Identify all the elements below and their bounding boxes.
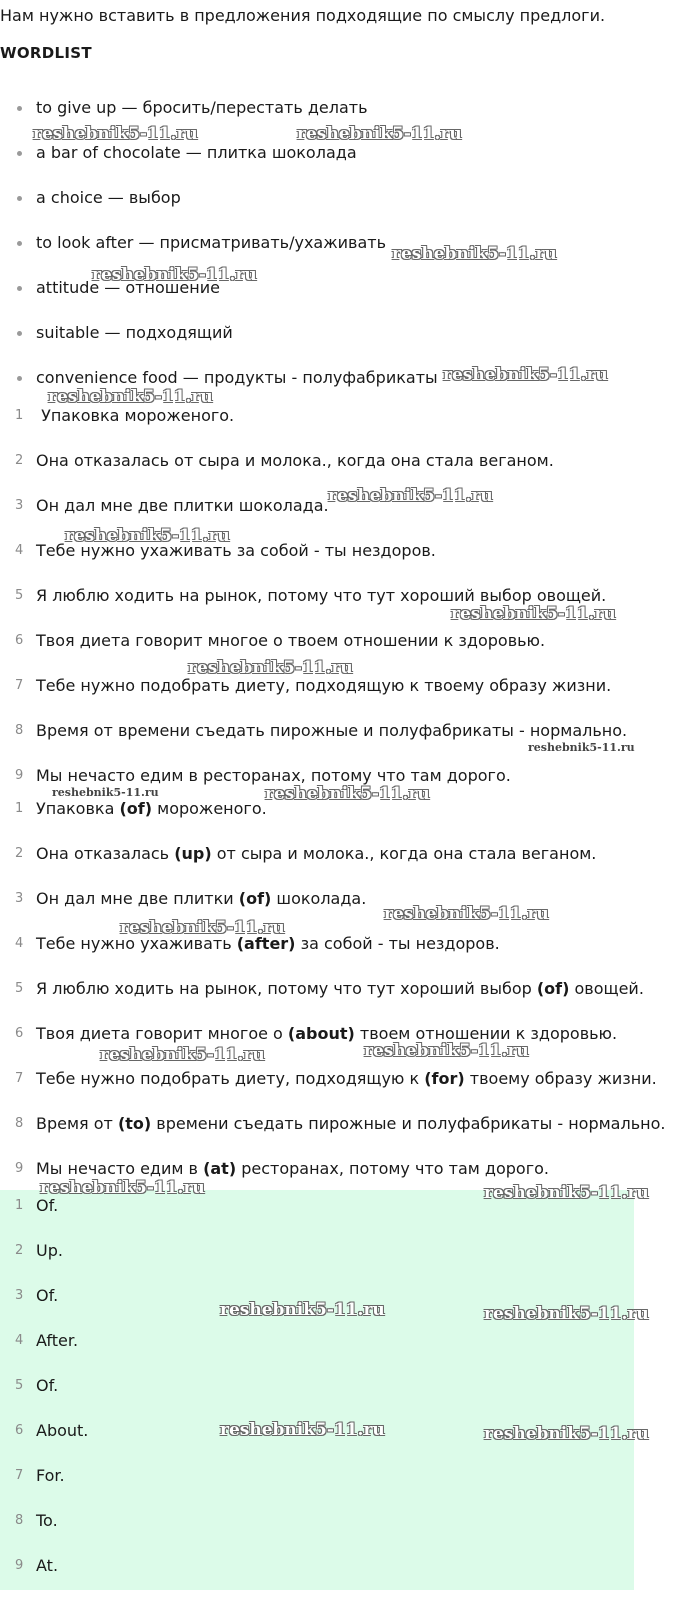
filled-row: 2 Она отказалась (up) от сыра и молока., когда она стала веганом.: [15, 844, 597, 863]
watermark: reshebnik5-11.ru: [297, 124, 462, 144]
answer-row: 3 Of.: [15, 1286, 59, 1305]
watermark: reshebnik5-11.ru: [364, 1041, 529, 1061]
translation-row: 4 Тебе нужно ухаживать за собой - ты нездоров.: [15, 541, 436, 560]
answer-row: 7 For.: [15, 1466, 65, 1485]
preposition: (of): [119, 799, 153, 818]
wordlist-item: to look after — присматривать/ухаживать: [0, 233, 680, 261]
watermark: reshebnik5-11.ru: [451, 604, 616, 624]
watermark: reshebnik5-11.ru: [220, 1300, 385, 1320]
filled-row: 6 Твоя диета говорит многое о (about) твоем отношении к здоровью.: [15, 1024, 618, 1043]
filled-row: 9 Мы нечасто едим в (at) ресторанах, потому что там дорого.: [15, 1159, 549, 1178]
filled-row: 8 Время от (to) времени съедать пирожные и полуфабрикаты - нормально.: [15, 1114, 666, 1133]
watermark: reshebnik5-11.ru: [484, 1183, 649, 1203]
translation-row: 5 Я люблю ходить на рынок, потому что тут хороший выбор овощей.: [15, 586, 607, 605]
answer-row: 9 At.: [15, 1556, 59, 1575]
watermark: reshebnik5-11.ru: [384, 904, 549, 924]
watermark: reshebnik5-11.ru: [484, 1424, 649, 1444]
watermark: reshebnik5-11.ru: [443, 365, 608, 385]
watermark: reshebnik5-11.ru: [265, 784, 430, 804]
watermark: reshebnik5-11.ru: [120, 918, 285, 938]
filled-row: 4 Тебе нужно ухаживать (after) за собой - ты нездоров.: [15, 934, 500, 953]
watermark: reshebnik5-11.ru: [188, 658, 353, 678]
filled-row: 3 Он дал мне две плитки (of) шоколада.: [15, 889, 367, 908]
filled-row: 7 Тебе нужно подобрать диету, подходящую к (for) твоему образу жизни.: [15, 1069, 657, 1088]
translation-row: 6 Твоя диета говорит многое о твоем отношении к здоровью.: [15, 631, 546, 650]
preposition: (after): [236, 934, 296, 953]
translation-row: 7 Тебе нужно подобрать диету, подходящую к твоему образу жизни.: [15, 676, 612, 695]
wordlist-heading: WORDLIST: [0, 44, 92, 62]
watermark: reshebnik5-11.ru: [484, 1304, 649, 1324]
filled-row: 5 Я люблю ходить на рынок, потому что тут хороший выбор (of) овощей.: [15, 979, 644, 998]
watermark: reshebnik5-11.ru: [65, 526, 230, 546]
preposition: (of): [238, 889, 272, 908]
bullet-icon: [17, 376, 22, 381]
wordlist-item: a bar of chocolate — плитка шоколада: [0, 143, 680, 171]
filled-row: 1 Упаковка (of) мороженого.: [15, 799, 267, 818]
watermark: reshebnik5-11.ru: [33, 124, 198, 144]
preposition: (to): [117, 1114, 152, 1133]
translation-row: 8 Время от времени съедать пирожные и полуфабрикаты - нормально.: [15, 721, 628, 740]
watermark: reshebnik5-11.ru: [100, 1045, 265, 1065]
answer-row: 2 Up.: [15, 1241, 63, 1260]
bullet-icon: [17, 106, 22, 111]
watermark: reshebnik5-11.ru: [48, 387, 213, 407]
bullet-icon: [17, 286, 22, 291]
watermark: reshebnik5-11.ru: [92, 265, 257, 285]
watermark: reshebnik5-11.ru: [328, 486, 493, 506]
answer-row: 5 Of.: [15, 1376, 59, 1395]
watermark: reshebnik5-11.ru: [52, 786, 159, 799]
translation-row: 1 Упаковка мороженого.: [15, 406, 235, 425]
watermark: reshebnik5-11.ru: [392, 244, 557, 264]
bullet-icon: [17, 331, 22, 336]
answer-row: 1 Of.: [15, 1196, 59, 1215]
watermark: reshebnik5-11.ru: [220, 1420, 385, 1440]
translation-row: 3 Он дал мне две плитки шоколада.: [15, 496, 329, 515]
wordlist-item: a choice — выбор: [0, 188, 680, 216]
preposition: (for): [424, 1069, 465, 1088]
answer-row: 8 To.: [15, 1511, 58, 1530]
preposition: (about): [287, 1024, 355, 1043]
preposition: (up): [174, 844, 212, 863]
bullet-icon: [17, 241, 22, 246]
bullet-icon: [17, 151, 22, 156]
wordlist-item: attitude — отношение: [0, 278, 680, 306]
intro-text: Нам нужно вставить в предложения подходящие по смыслу предлоги.: [0, 6, 606, 25]
bullet-icon: [17, 196, 22, 201]
wordlist-item: convenience food — продукты - полуфабрикаты: [0, 368, 680, 396]
wordlist-item: suitable — подходящий: [0, 323, 680, 351]
watermark: reshebnik5-11.ru: [40, 1178, 205, 1198]
watermark: reshebnik5-11.ru: [528, 741, 635, 754]
wordlist-item: to give up — бросить/перестать делать: [0, 98, 680, 126]
translation-row: 2 Она отказалась от сыра и молока., когда она стала веганом.: [15, 451, 554, 470]
preposition: (at): [203, 1159, 237, 1178]
answer-row: 6 About.: [15, 1421, 89, 1440]
answer-row: 4 After.: [15, 1331, 79, 1350]
preposition: (of): [536, 979, 570, 998]
translation-row: 9 Мы нечасто едим в ресторанах, потому что там дорого.: [15, 766, 511, 785]
